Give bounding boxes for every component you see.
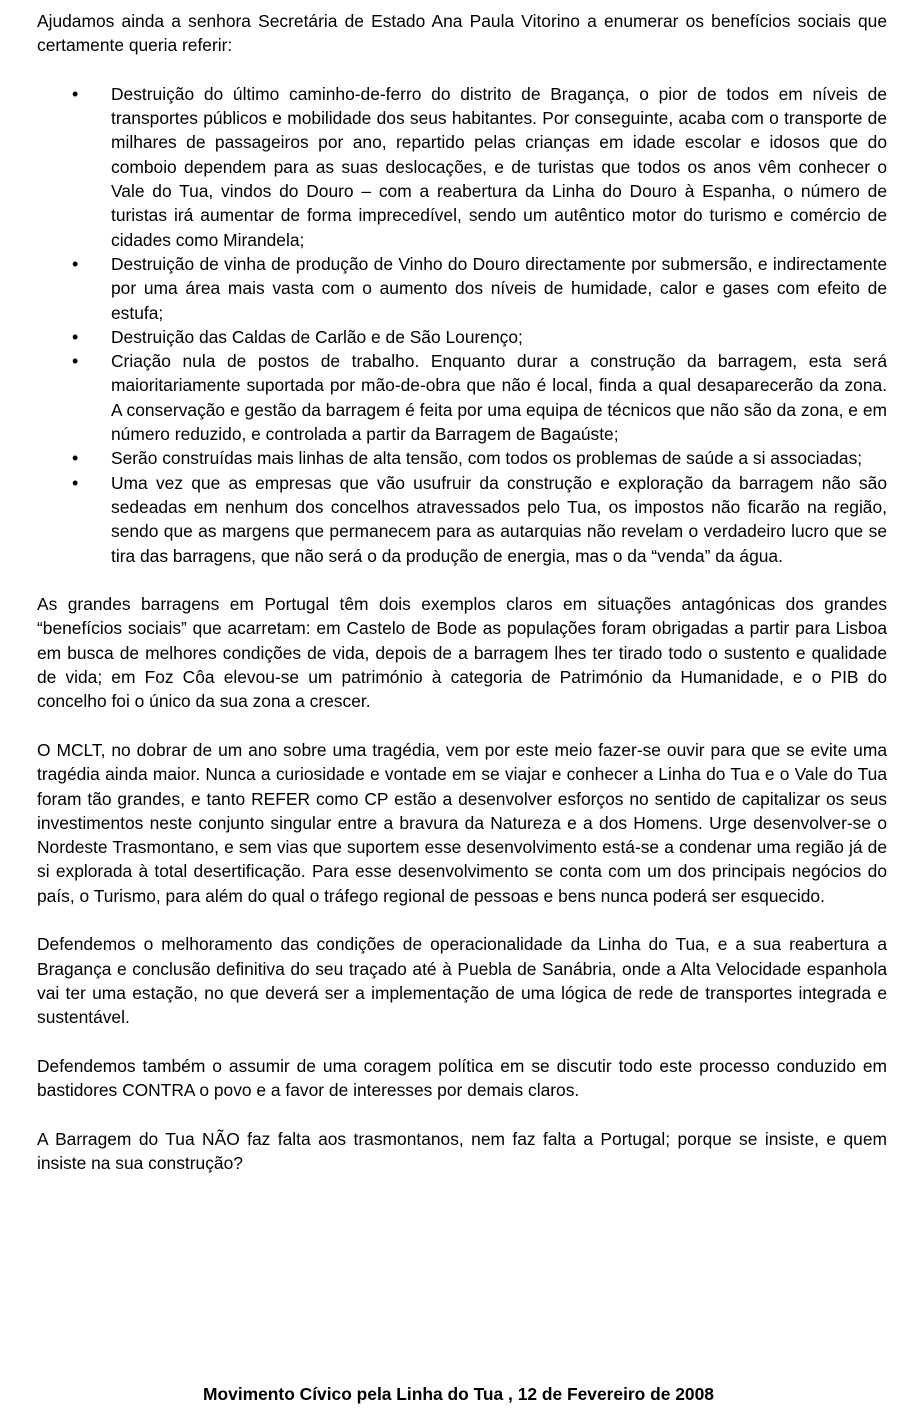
paragraph-conclusion: A Barragem do Tua NÃO faz falta aos trasmontanos, nem faz falta a Portugal; porque se insiste, e quem insiste na sua construção? [37, 1128, 887, 1173]
bullet-icon: • [72, 326, 79, 347]
intro-paragraph: Ajudamos ainda a senhora Secretária de Estado Ana Paula Vitorino a enumerar os benefícios sociais que certamente queria referir: [37, 11, 887, 56]
bullet-icon: • [72, 83, 79, 104]
bullet-icon: • [72, 253, 79, 274]
list-item-text: Destruição das Caldas de Carlão e de São Lourenço; [111, 326, 523, 347]
bullet-icon: • [72, 351, 79, 372]
list-item-text: Serão construídas mais linhas de alta tensão, com todos os problemas de saúde a si associadas; [111, 448, 863, 469]
document-body [37, 9, 887, 1200]
paragraph-dams-examples: As grandes barragens em Portugal têm dois exemplos claros em situações antagónicas dos grandes “benefícios sociais” que acarretam: em Castelo de Bode as populações foram obrigadas a partir para Lisboa em busca de melhores condições de vida, depois de a barragem lhes ter tirado todo o sustento e qualidade de vida; em Foz Côa elevou-se um património à categoria de Património da Humanidade, e o PIB do concelho foi o único da sua zona a crescer. [37, 594, 887, 712]
benefits-list [37, 82, 887, 568]
list-item-text: Criação nula de postos de trabalho. Enquanto durar a construção da barragem, esta será maioritariamente suportada por mão-de-obra que não é local, finda a qual desaparecerão da zona. A conservação e gestão da barragem é feita por uma equipa de técnicos que não são da zona, e em número reduzido, e controlada a partir da Barragem de Bagaúste; [111, 351, 887, 445]
list-item [37, 82, 887, 252]
paragraph-political-courage: Defendemos também o assumir de uma coragem política em se discutir todo este processo conduzido em bastidores CONTRA o povo e a favor de interesses por demais claros. [37, 1055, 887, 1101]
list-item [37, 349, 887, 446]
signature-line: Movimento Cívico pela Linha do Tua , 12 de Fevereiro de 2008 [203, 1384, 714, 1404]
bullet-icon: • [72, 448, 79, 469]
bullet-icon: • [72, 472, 79, 493]
list-item [37, 325, 887, 349]
list-item [37, 446, 887, 470]
paragraph-mclt: O MCLT, no dobrar de um ano sobre uma tragédia, vem por este meio fazer-se ouvir para que se evite uma tragédia ainda maior. Nunca a curiosidade e vontade em se viajar e conhecer a Linha do Tua e o Vale do Tua foram tão grandes, e tanto REFER como CP estão a desenvolver esforços no sentido de capitalizar os seus investimentos neste conjunto singular entre a bravura da Natureza e a dos Homens. Urge desenvolver-se o Nordeste Trasmontano, e sem vias que suportem esse desenvolvimento está-se a condenar uma região já de si explorada à total desertificação. Para esse desenvolvimento se conta com um dos principais negócios do país, o Turismo, para além do qual o tráfego regional de pessoas e bens nunca poderá ser esquecido. [37, 739, 887, 906]
list-item-text: Destruição de vinha de produção de Vinho do Douro directamente por submersão, e indirectamente por uma área mais vasta com o aumento dos níveis de humidade, calor e gases com efeito de estufa; [111, 253, 887, 323]
paragraph-improvement: Defendemos o melhoramento das condições de operacionalidade da Linha do Tua, e a sua reabertura a Bragança e conclusão definitiva do seu traçado até à Puebla de Sanábria, onde a Alta Velocidade espanhola vai ter uma estação, no que deverá ser a implementação de uma lógica de rede de transportes integrada e sustentável. [37, 934, 887, 1028]
list-item [37, 471, 887, 568]
list-item-text: Destruição do último caminho-de-ferro do distrito de Bragança, o pior de todos em níveis de transportes públicos e mobilidade dos seus habitantes. Por conseguinte, acaba com o transporte de milhares de passageiros por ano, repartido pelas crianças em idade escolar e idosos que do comboio dependem para as suas deslocações, e de turistas que todos os anos vêm conhecer o Vale do Tua, vindos do Douro – com a reabertura da Linha do Douro à Espanha, o número de turistas irá aumentar de forma imprecedível, sendo um autêntico motor do turismo e comércio de cidades como Mirandela; [111, 83, 887, 250]
list-item-text: Uma vez que as empresas que vão usufruir da construção e exploração da barragem não são sedeadas em nenhum dos concelhos atravessados pelo Tua, os impostos não ficarão na região, sendo que as margens que permanecem para as autarquias não revelam o verdadeiro lucro que se tira das barragens, que não será o da produção de energia, mas o da “venda” da água. [111, 472, 887, 566]
list-item [37, 252, 887, 325]
